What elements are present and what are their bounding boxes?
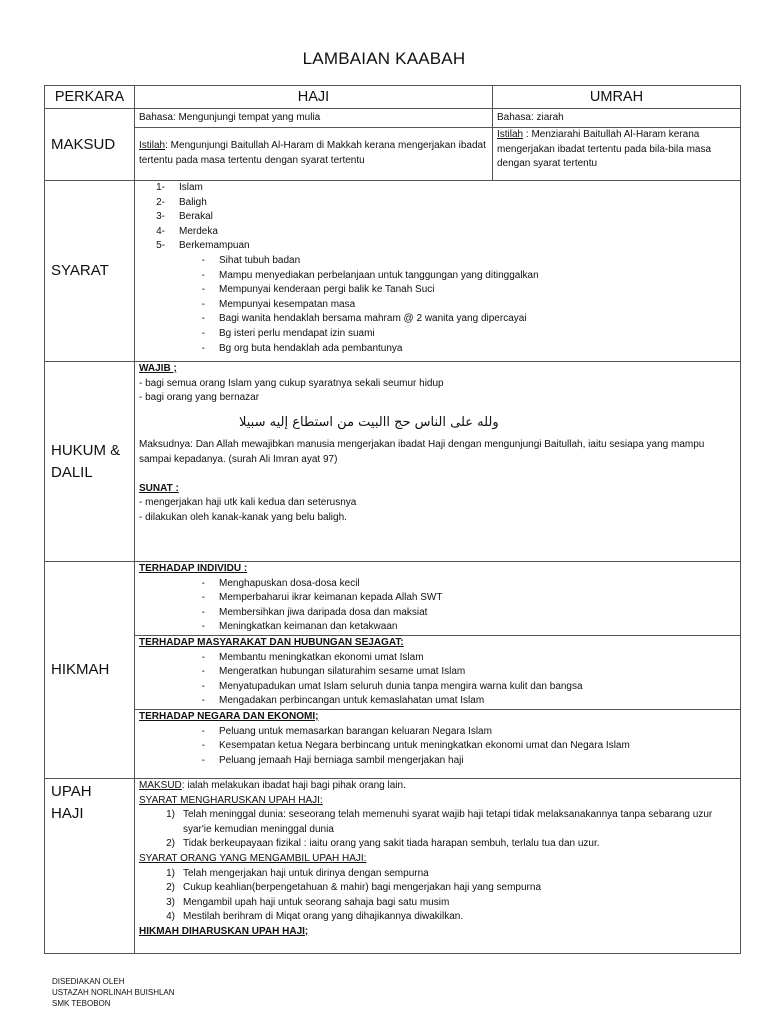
wajib-heading: WAJIB ; (139, 363, 177, 374)
list-item: 4- Merdeka (156, 225, 218, 237)
list-item: 4) Mestilah berihram di Miqat orang yang dihajikannya diwakilkan. (166, 911, 464, 923)
upah-syarat2-list (139, 867, 736, 925)
upah-row (45, 779, 741, 954)
list-item: - Menghapuskan dosa-dosa kecil (201, 577, 360, 589)
maksud-row-bahasa (45, 109, 741, 128)
hukum-row (45, 362, 741, 562)
hikmah-individu-list (139, 577, 736, 635)
list-item: - Meningkatkan keimanan dan ketakwaan (201, 621, 398, 633)
sunat-item-2: - dilakukan oleh kanak-kanak yang belu baligh. (139, 511, 347, 523)
header-umrah: UMRAH (493, 86, 741, 109)
wajib-item-1: - bagi semua orang Islam yang cukup syaratnya sekali seumur hidup (139, 377, 444, 389)
maksudnya-text: Maksudnya: Dan Allah mewajibkan manusia mengerjakan ibadat Haji dengan mengunjungi Baitullah, iaitu sesiapa yang mampu sampai kepadanya. (surah Ali Imran ayat 97) (139, 439, 705, 465)
list-item: - Mempunyai kenderaan pergi balik ke Tanah Suci (201, 284, 435, 296)
page-title: LAMBAIAN KAABAH (302, 49, 466, 68)
list-item: - Mengadakan perbincangan untuk kemaslahatan umat Islam (201, 695, 485, 707)
list-item: - Bagi wanita hendaklah bersama mahram @ 2 wanita yang dipercayai (201, 313, 527, 325)
upah-syarat1-heading: SYARAT MENGHARUSKAN UPAH HAJI: (139, 794, 323, 806)
istilah-word-haji: Istilah (139, 140, 166, 152)
list-item: 1- Islam (156, 182, 203, 193)
list-item: 2- Baligh (156, 196, 207, 208)
header-perkara: PERKARA (45, 86, 135, 109)
syarat-row (45, 181, 741, 362)
list-item: 2) Tidak berkeupayaan fizikal : iaitu orang yang sakit tiada harapan sembuh, terlalu tua dan uzur. (166, 838, 600, 850)
list-item: - Membersihkan jiwa daripada dosa dan maksiat (201, 606, 428, 618)
upah-syarat1-list (139, 808, 736, 852)
list-item: - Sihat tubuh badan (201, 254, 301, 266)
hikmah-row (45, 562, 741, 779)
upah-maksud-text: : ialah melakukan ibadat haji bagi pihak orang lain. (181, 780, 406, 791)
hukum-content (135, 362, 741, 562)
list-item: 1) Telah mengerjakan haji untuk dirinya dengan sempurna (166, 867, 429, 879)
hikmah-masyarakat-list (139, 651, 736, 709)
arabic-verse: ولله على الناس حج االبيت من استطاع إليه سبيلا (239, 414, 499, 430)
istilah-word-umrah: Istilah (497, 129, 524, 140)
list-item: - Membantu meningkatkan ekonomi umat Islam (201, 651, 424, 663)
umrah-bahasa: Bahasa: ziarah (493, 109, 741, 128)
syarat-label: SYARAT (45, 181, 135, 362)
hikmah-content (135, 562, 741, 779)
list-item: - Menyatupadukan umat Islam seluruh dunia tanpa mengira warna kulit dan bangsa (201, 680, 583, 692)
haji-istilah (135, 128, 493, 181)
umrah-istilah-text: : Menziarahi Baitullah Al-Haram kerana mengerjakan ibadat tertentu pada bila-bila masa dengan syarat tertentu (497, 129, 712, 170)
hikmah-masyarakat-heading: TERHADAP MASYARAKAT DAN HUBUNGAN SEJAGAT: (139, 636, 404, 648)
upah-syarat2-heading: SYARAT ORANG YANG MENGAMBIL UPAH HAJI: (139, 852, 367, 864)
upah-hikmah-heading: HIKMAH DIHARUSKAN UPAH HAJI; (139, 925, 309, 937)
list-item: - Bg org buta hendaklah ada pembantunya (201, 342, 403, 354)
list-item: - Mempunyai kesempatan masa (201, 298, 356, 310)
list-item: 3- Berakal (156, 211, 213, 223)
list-item: 2) Cukup keahlian(berpengetahuan & mahir) bagi mengerjakan haji yang sempurna (166, 882, 542, 894)
list-item: - Mengeratkan hubungan silaturahim sesame umat Islam (201, 666, 466, 678)
sunat-heading: SUNAT : (139, 482, 179, 494)
footer-line-2: USTAZAH NORLINAH BUISHLAN (52, 988, 175, 997)
syarat-content (135, 181, 741, 362)
list-item: - Bg isteri perlu mendapat izin suami (201, 327, 375, 339)
footer-line-3: SMK TEBOBON (52, 999, 111, 1008)
hikmah-individu-heading: TERHADAP INDIVIDU : (139, 563, 248, 574)
maksud-row-istilah (45, 128, 741, 181)
list-item: - Peluang untuk memasarkan barangan keluaran Negara Islam (201, 725, 492, 737)
haji-istilah-text: : Mengunjungi Baitullah Al-Haram di Makkah kerana mengerjakan ibadat tertentu pada masa tertentu dengan syarat tertentu (139, 140, 486, 166)
upah-label: UPAH HAJI (45, 779, 135, 954)
list-item: 3) Mengambil upah haji untuk seorang sahaja bagi satu musim (166, 896, 450, 908)
upah-maksud (139, 779, 736, 794)
maksud-label: MAKSUD (45, 109, 135, 181)
list-item: 1) Telah meninggal dunia: seseorang telah memenuhi syarat wajib haji tetapi tidak melaksanakannya tanpa sebarang uzur syar'ie kemudian meninggal dunia (166, 809, 713, 835)
footer-credit (52, 976, 175, 1009)
hikmah-masyarakat-section (135, 635, 740, 709)
hukum-label: HUKUM & DALIL (45, 362, 135, 562)
header-haji: HAJI (135, 86, 493, 109)
list-item: - Kesempatan ketua Negara berbincang untuk meningkatkan ekonomi umat dan Negara Islam (201, 740, 630, 752)
haji-bahasa: Bahasa: Mengunjungi tempat yang mulia (135, 109, 493, 128)
wajib-item-2: - bagi orang yang bernazar (139, 392, 260, 404)
syarat-list (139, 181, 736, 254)
umrah-istilah (493, 128, 741, 181)
hikmah-negara-section (135, 709, 740, 768)
hikmah-negara-list (139, 725, 736, 769)
list-item: - Memperbaharui ikrar keimanan kepada Allah SWT (201, 592, 443, 604)
berkemampuan-sublist (139, 254, 736, 356)
list-item: 5- Berkemampuan (156, 240, 250, 252)
comparison-table (44, 85, 741, 954)
header-row (45, 86, 741, 109)
hikmah-label: HIKMAH (45, 562, 135, 779)
sunat-item-1: - mengerjakan haji utk kali kedua dan seterusnya (139, 497, 357, 509)
footer-line-1: DISEDIAKAN OLEH (52, 977, 125, 986)
hikmah-negara-heading: TERHADAP NEGARA DAN EKONOMI; (139, 710, 319, 722)
upah-content (135, 779, 741, 954)
list-item: - Peluang jemaah Haji berniaga sambil mengerjakan haji (201, 754, 464, 766)
list-item: - Mampu menyediakan perbelanjaan untuk tanggungan yang ditinggalkan (201, 269, 539, 281)
upah-maksud-word: MAKSUD (139, 780, 182, 791)
